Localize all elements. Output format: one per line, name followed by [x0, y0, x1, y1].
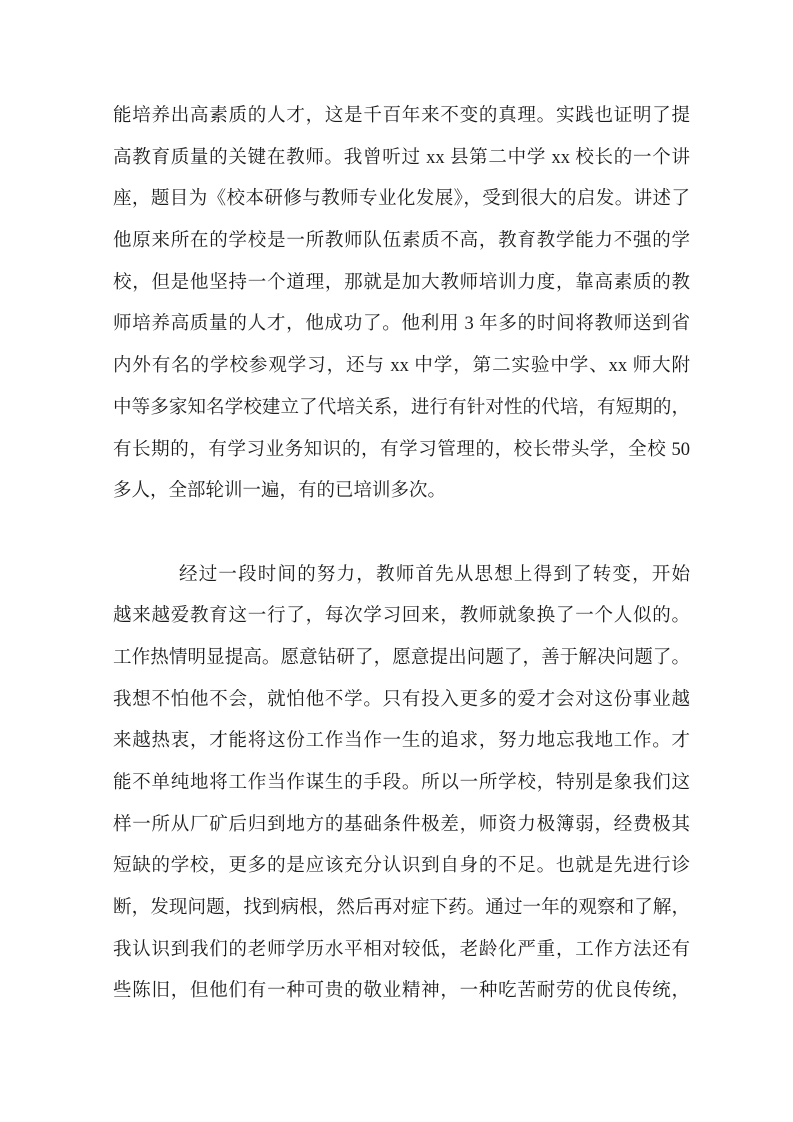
text-line: 我想不怕他不会，就怕他不学。只有投入更多的爱才会对这份事业越	[113, 689, 690, 710]
text-line: 有长期的，有学习业务知识的，有学习管理的，校长带头学，全校 50	[113, 439, 690, 460]
text-line: 能不单纯地将工作当作谋生的手段。所以一所学校，特别是象我们这	[113, 773, 690, 793]
text-line: 样一所从厂矿后归到地方的基础条件极差，师资力极簿弱，经费极其	[113, 814, 690, 835]
text-line: 工作热情明显提高。愿意钻研了，愿意提出问题了，善于解决问题了。	[113, 647, 690, 668]
text-line: 断，发现问题，找到病根，然后再对症下药。通过一年的观察和了解，	[113, 898, 690, 919]
text-line: 短缺的学校，更多的是应该充分认识到自身的不足。也就是先进行诊	[113, 856, 690, 877]
paragraph-2	[113, 555, 690, 1014]
text-line: 中等多家知名学校建立了代培关系，进行有针对性的代培，有短期的，	[113, 397, 690, 418]
text-line: 能培养出高素质的人才，这是千百年来不变的真理。实践也证明了提	[113, 106, 690, 126]
paragraph-1	[113, 96, 690, 513]
text-line: 我认识到我们的老师学历水平相对较低，老龄化严重，工作方法还有	[113, 939, 690, 960]
text-line: 经过一段时间的努力，教师首先从思想上得到了转变，开始	[179, 564, 690, 585]
text-line: 座，题目为《校本研修与教师专业化发展》，受到很大的启发。讲述了	[113, 189, 690, 210]
text-line: 他原来所在的学校是一所教师队伍素质不高，教育教学能力不强的学	[113, 231, 690, 252]
document-text-block	[113, 96, 690, 1013]
text-line: 校，但是他坚持一个道理，那就是加大教师培训力度，靠高素质的教	[113, 272, 690, 293]
text-line: 越来越爱教育这一行了，每次学习回来，教师就象换了一个人似的。	[113, 606, 690, 627]
text-line: 些陈旧，但他们有一种可贵的敬业精神，一种吃苦耐劳的优良传统，	[113, 981, 690, 1002]
text-line: 高教育质量的关键在教师。我曾听过 xx 县第二中学 xx 校长的一个讲	[113, 147, 690, 168]
text-line: 多人，全部轮训一遍，有的已培训多次。	[113, 481, 447, 502]
text-line: 内外有名的学校参观学习，还与 xx 中学，第二实验中学、xx 师大附	[113, 356, 690, 377]
text-line: 来越热衷，才能将这份工作当作一生的追求，努力地忘我地工作。才	[113, 731, 690, 752]
text-line: 师培养高质量的人才，他成功了。他利用 3 年多的时间将教师送到省	[113, 314, 690, 335]
